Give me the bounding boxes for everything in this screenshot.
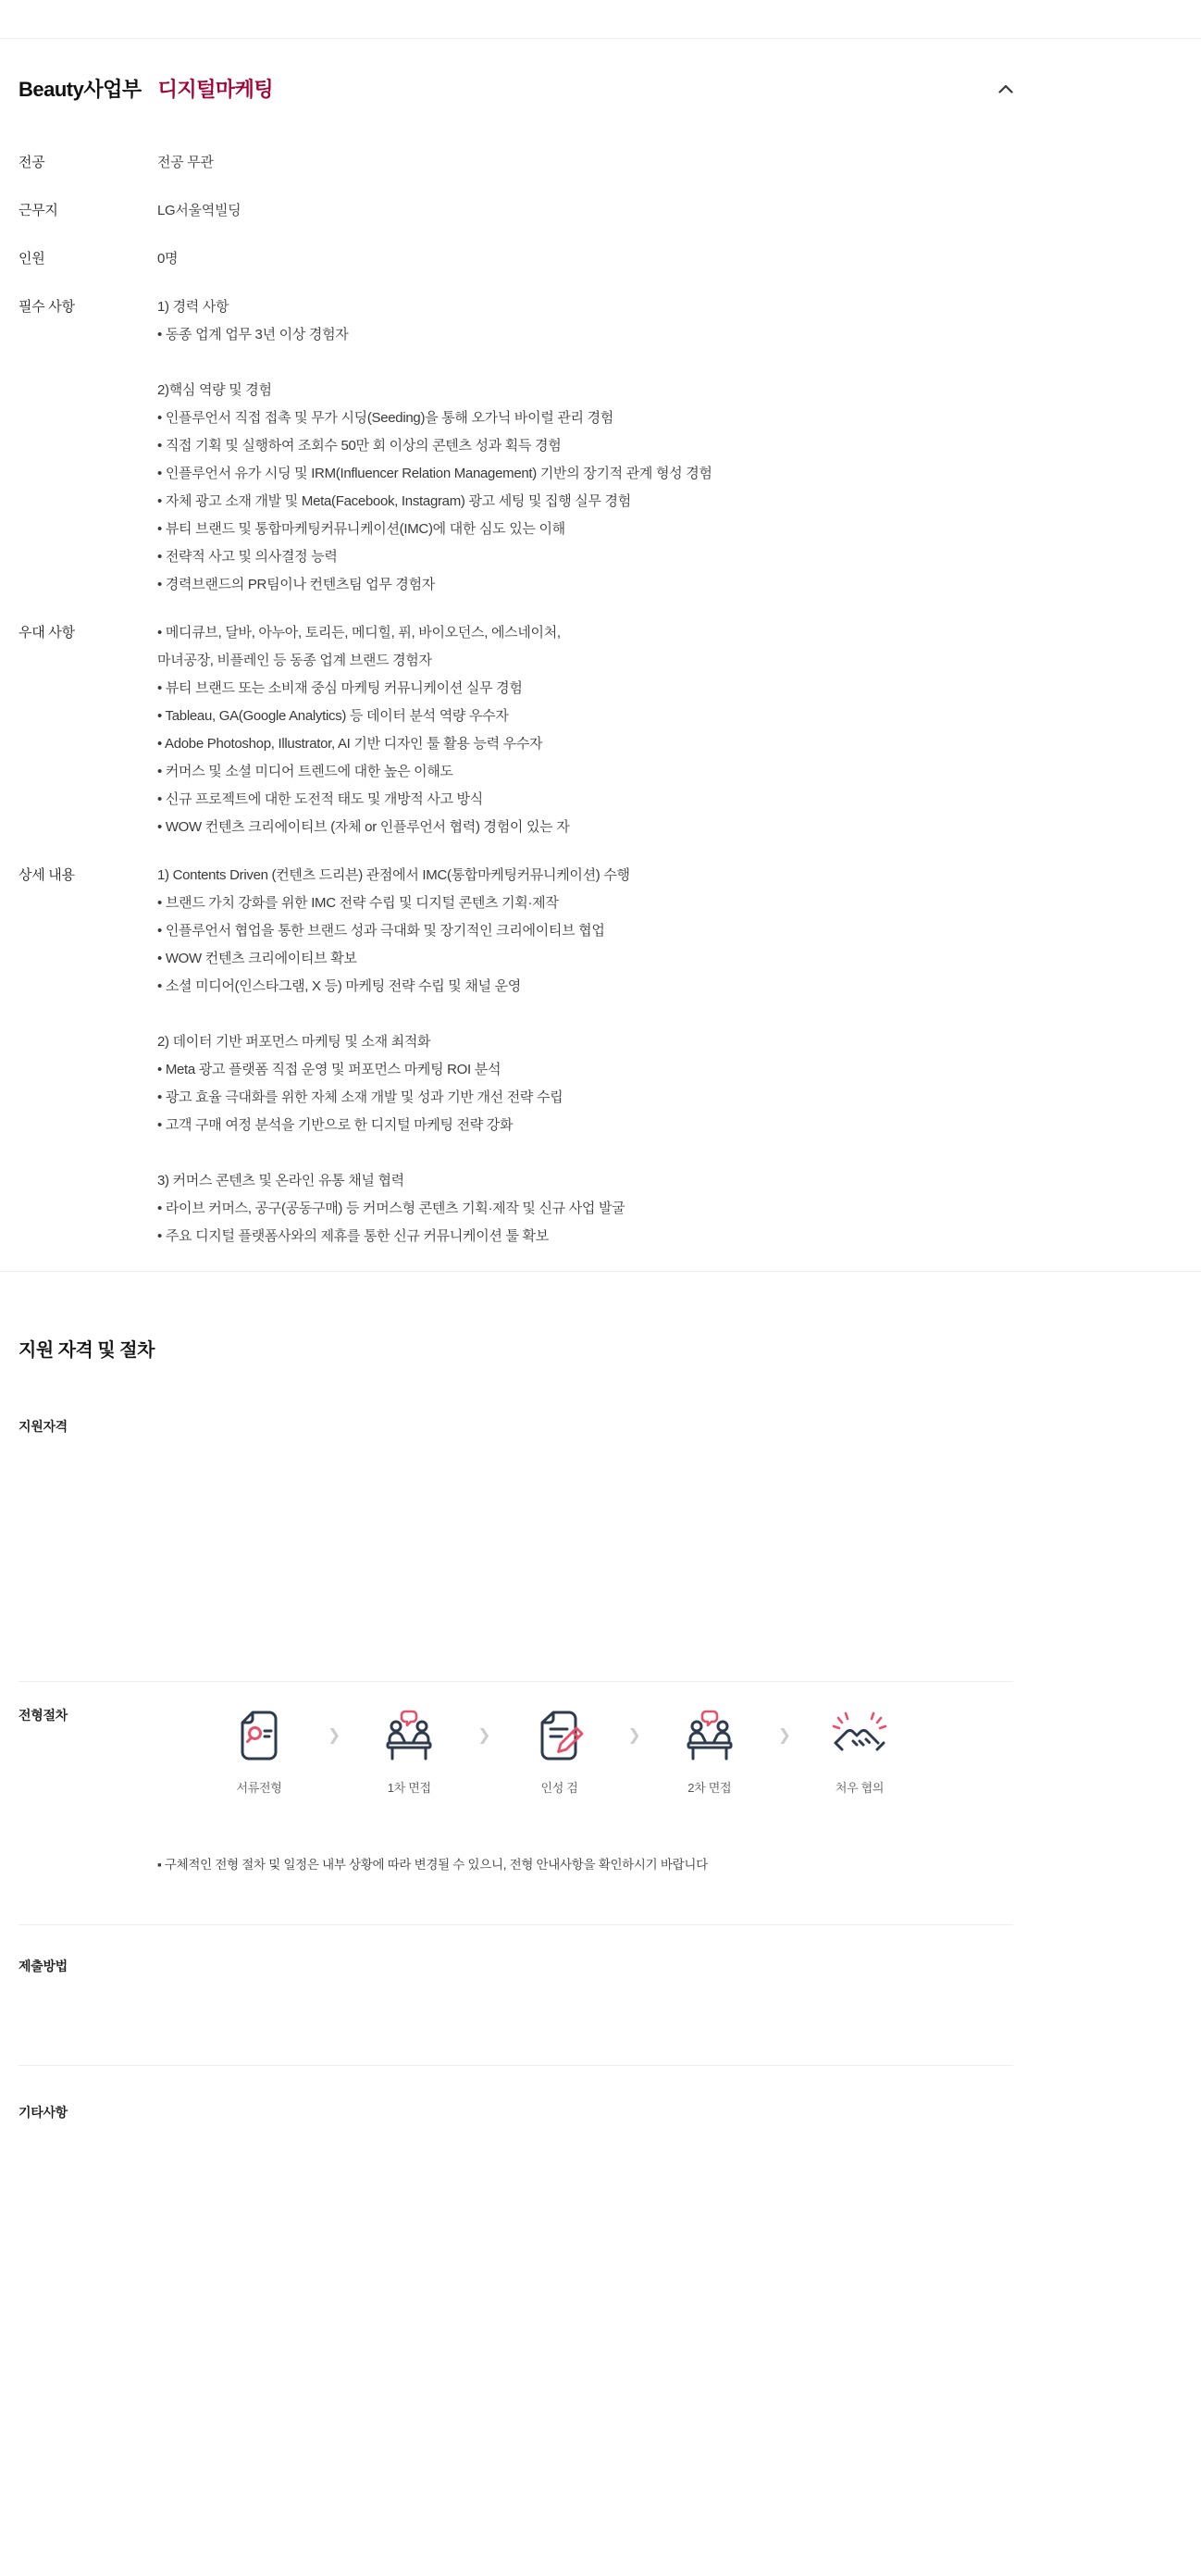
field-value bbox=[157, 862, 1013, 1251]
field-label: 전공 bbox=[19, 155, 45, 170]
misc-line bbox=[157, 2161, 1013, 2181]
field-line: • 뷰티 브랜드 또는 소비재 중심 마케팅 커뮤니케이션 실무 경험 bbox=[157, 680, 523, 696]
field-line: • 직접 기획 및 실행하여 조회수 50만 회 이상의 콘텐츠 성과 획득 경험 bbox=[157, 438, 562, 454]
field-line: 마녀공장, 비플레인 등 동종 업계 브랜드 경험자 bbox=[157, 653, 432, 668]
process-step-label: 2차 면접 bbox=[687, 1781, 732, 1795]
qualification-line bbox=[157, 1417, 1013, 1437]
qualification-line bbox=[157, 1592, 1013, 1612]
field-line: • Meta 광고 플랫폼 직접 운영 및 퍼포먼스 마케팅 ROI 분석 bbox=[157, 1062, 501, 1077]
qualification-line bbox=[157, 1456, 1013, 1475]
process-step bbox=[754, 1706, 904, 1796]
submission-label: 제출방법 bbox=[19, 1959, 68, 1973]
field-line: • 주요 디지털 플랫폼사와의 제휴를 통한 신규 커뮤니케이션 툴 확보 bbox=[157, 1228, 549, 1244]
field-line: 0명 bbox=[157, 251, 179, 267]
qualification-content bbox=[157, 1417, 1013, 1631]
qualification-label: 지원자격 bbox=[19, 1419, 68, 1434]
field-line: • 경력브랜드의 PR팀이나 컨텐츠팀 업무 경험자 bbox=[157, 577, 435, 592]
field-row bbox=[19, 862, 1013, 1251]
field-label: 인원 bbox=[19, 251, 45, 267]
field-line: 1) Contents Driven (컨텐츠 드리븐) 관점에서 IMC(통합마케팅커뮤니케이션) 수행 bbox=[157, 867, 630, 883]
process-step-body bbox=[215, 1706, 303, 1796]
interview-icon bbox=[680, 1706, 739, 1765]
field-line: • 동종 업계 업무 3년 이상 경험자 bbox=[157, 327, 349, 342]
submission-line bbox=[157, 1957, 1013, 1976]
qualification-line bbox=[157, 1534, 1013, 1553]
application-section-heading: 지원 자격 및 절차 bbox=[19, 1340, 155, 1361]
qualification-line bbox=[157, 1437, 1013, 1456]
step-arrow-icon: ❯ bbox=[777, 1725, 791, 1744]
field-row bbox=[19, 197, 1013, 225]
process-row bbox=[19, 1706, 1013, 1874]
field-row bbox=[19, 149, 1013, 177]
field-line: • Adobe Photoshop, Illustrator, AI 기반 디자인 툴 활용 능력 우수자 bbox=[157, 736, 543, 752]
section-divider bbox=[0, 1271, 1201, 1272]
misc-label: 기타사항 bbox=[19, 2105, 68, 2120]
qualification-row bbox=[19, 1417, 1013, 1631]
field-line: 1) 경력 사항 bbox=[157, 299, 229, 315]
field-value bbox=[157, 293, 1013, 599]
process-step-body bbox=[365, 1706, 453, 1796]
division-title: Beauty사업부 bbox=[19, 78, 142, 101]
top-divider bbox=[0, 38, 1201, 39]
misc-line bbox=[157, 2122, 1013, 2142]
negotiation-icon bbox=[830, 1706, 889, 1765]
misc-line bbox=[157, 2103, 1013, 2122]
field-row bbox=[19, 245, 1013, 273]
field-line: • 소셜 미디어(인스타그램, X 등) 마케팅 전략 수립 및 채널 운영 bbox=[157, 978, 521, 994]
field-line: 2)핵심 역량 및 경험 bbox=[157, 382, 272, 398]
job-posting-page bbox=[0, 38, 1201, 2331]
field-line: • 인플루언서 직접 접촉 및 무가 시딩(Seeding)을 통해 오가닉 바이럴 관리 경험 bbox=[157, 410, 613, 426]
field-line: • 인플루언서 협업을 통한 브랜드 성과 극대화 및 장기적인 크리에이티브 협업 bbox=[157, 923, 605, 939]
process-area bbox=[157, 1706, 1013, 1874]
step-arrow-icon: ❯ bbox=[477, 1725, 491, 1744]
row-divider bbox=[19, 1924, 1013, 1925]
step-arrow-icon: ❯ bbox=[328, 1725, 341, 1744]
field-line: • 커머스 및 소셜 미디어 트렌드에 대한 높은 이해도 bbox=[157, 764, 453, 779]
field-line bbox=[157, 349, 1013, 377]
field-line: • 뷰티 브랜드 및 통합마케팅커뮤니케이션(IMC)에 대한 심도 있는 이해 bbox=[157, 521, 565, 537]
document-search-icon bbox=[229, 1706, 289, 1765]
submission-content bbox=[157, 1957, 1013, 2015]
process-label: 전형절차 bbox=[19, 1708, 68, 1723]
field-line: • WOW 컨텐츠 크리에이티브 확보 bbox=[157, 951, 357, 966]
field-line bbox=[157, 1139, 1013, 1167]
field-label: 근무지 bbox=[19, 203, 58, 218]
field-line: • 메디큐브, 달바, 아누아, 토리든, 메디힐, 퓌, 바이오던스, 에스네이처, bbox=[157, 625, 561, 641]
job-fields bbox=[19, 149, 1013, 1251]
misc-row bbox=[19, 2103, 1013, 2181]
submission-line bbox=[157, 1996, 1013, 2015]
field-line: • WOW 컨텐츠 크리에이티브 (자체 or 인플루언서 협력) 경험이 있는 자 bbox=[157, 819, 570, 835]
field-label: 필수 사항 bbox=[19, 299, 75, 315]
field-value bbox=[157, 149, 1013, 177]
process-step bbox=[604, 1706, 754, 1796]
field-line: • 전략적 사고 및 의사결정 능력 bbox=[157, 549, 338, 565]
field-line: • 고객 구매 여정 분석을 기반으로 한 디지털 마케팅 전략 강화 bbox=[157, 1117, 514, 1133]
field-line bbox=[157, 1001, 1013, 1028]
field-label: 상세 내용 bbox=[19, 867, 75, 883]
field-line: • 신규 프로젝트에 대한 도전적 태도 및 개방적 사고 방식 bbox=[157, 791, 483, 807]
job-accordion-header[interactable] bbox=[19, 74, 1013, 103]
submission-line bbox=[157, 1976, 1013, 1996]
qualification-line bbox=[157, 1553, 1013, 1573]
process-step-label: 처우 협의 bbox=[835, 1781, 885, 1795]
field-line: • 광고 효율 극대화를 위한 자체 소재 개발 및 성과 기반 개선 전략 수립 bbox=[157, 1089, 563, 1105]
qualification-line bbox=[157, 1573, 1013, 1592]
field-line: • 라이브 커머스, 공구(공동구매) 등 커머스형 콘텐츠 기획·제작 및 신규 사업 발굴 bbox=[157, 1201, 625, 1216]
field-line: • 자체 광고 소재 개발 및 Meta(Facebook, Instagram) 광고 세팅 및 집행 실무 경험 bbox=[157, 493, 631, 509]
chevron-up-icon[interactable] bbox=[998, 84, 1013, 93]
process-step-body bbox=[665, 1706, 754, 1796]
misc-content bbox=[157, 2103, 1013, 2181]
process-steps bbox=[157, 1706, 1013, 1796]
interview-icon bbox=[379, 1706, 439, 1765]
process-step bbox=[303, 1706, 453, 1796]
process-step bbox=[215, 1706, 303, 1796]
row-divider bbox=[19, 1681, 1013, 1682]
page-bottom-spacer bbox=[0, 2201, 1201, 2331]
field-value bbox=[157, 245, 1013, 273]
personality-test-icon bbox=[530, 1706, 589, 1765]
field-line: • 인플루언서 유가 시딩 및 IRM(Influencer Relation Management) 기반의 장기적 관계 형성 경험 bbox=[157, 466, 712, 481]
field-row bbox=[19, 293, 1013, 599]
field-line: 3) 커머스 콘텐츠 및 온라인 유통 채널 협력 bbox=[157, 1173, 404, 1188]
field-label: 우대 사항 bbox=[19, 625, 75, 641]
row-divider bbox=[19, 2065, 1013, 2066]
qualification-line bbox=[157, 1612, 1013, 1631]
field-line: LG서울역빌딩 bbox=[157, 203, 241, 218]
qualification-line bbox=[157, 1495, 1013, 1514]
process-step bbox=[453, 1706, 603, 1796]
field-value bbox=[157, 197, 1013, 225]
qualification-line bbox=[157, 1514, 1013, 1534]
qualification-line bbox=[157, 1475, 1013, 1495]
field-line: • 브랜드 가치 강화를 위한 IMC 전략 수립 및 디지털 콘텐츠 기획·제작 bbox=[157, 895, 559, 911]
field-line: 전공 무관 bbox=[157, 155, 214, 170]
process-step-label: 1차 면접 bbox=[387, 1781, 431, 1795]
process-step-label: 서류전형 bbox=[236, 1781, 282, 1795]
process-note: ▪ 구체적인 전형 절차 및 일정은 내부 상황에 따라 변경될 수 있으니, 전형 안내사항을 확인하시기 바랍니다 bbox=[157, 1858, 708, 1872]
step-arrow-icon: ❯ bbox=[627, 1725, 641, 1744]
process-step-body bbox=[515, 1706, 604, 1796]
process-step-label: 인성 검 bbox=[540, 1781, 578, 1795]
field-row bbox=[19, 619, 1013, 841]
job-header-titles bbox=[19, 74, 273, 103]
submission-row bbox=[19, 1957, 1013, 2015]
field-value bbox=[157, 619, 1013, 841]
process-step-body bbox=[815, 1706, 904, 1796]
field-line: • Tableau, GA(Google Analytics) 등 데이터 분석 역량 우수자 bbox=[157, 708, 509, 724]
field-line: 2) 데이터 기반 퍼포먼스 마케팅 및 소재 최적화 bbox=[157, 1034, 431, 1050]
job-title: 디지털마케팅 bbox=[157, 78, 274, 101]
misc-line bbox=[157, 2142, 1013, 2161]
